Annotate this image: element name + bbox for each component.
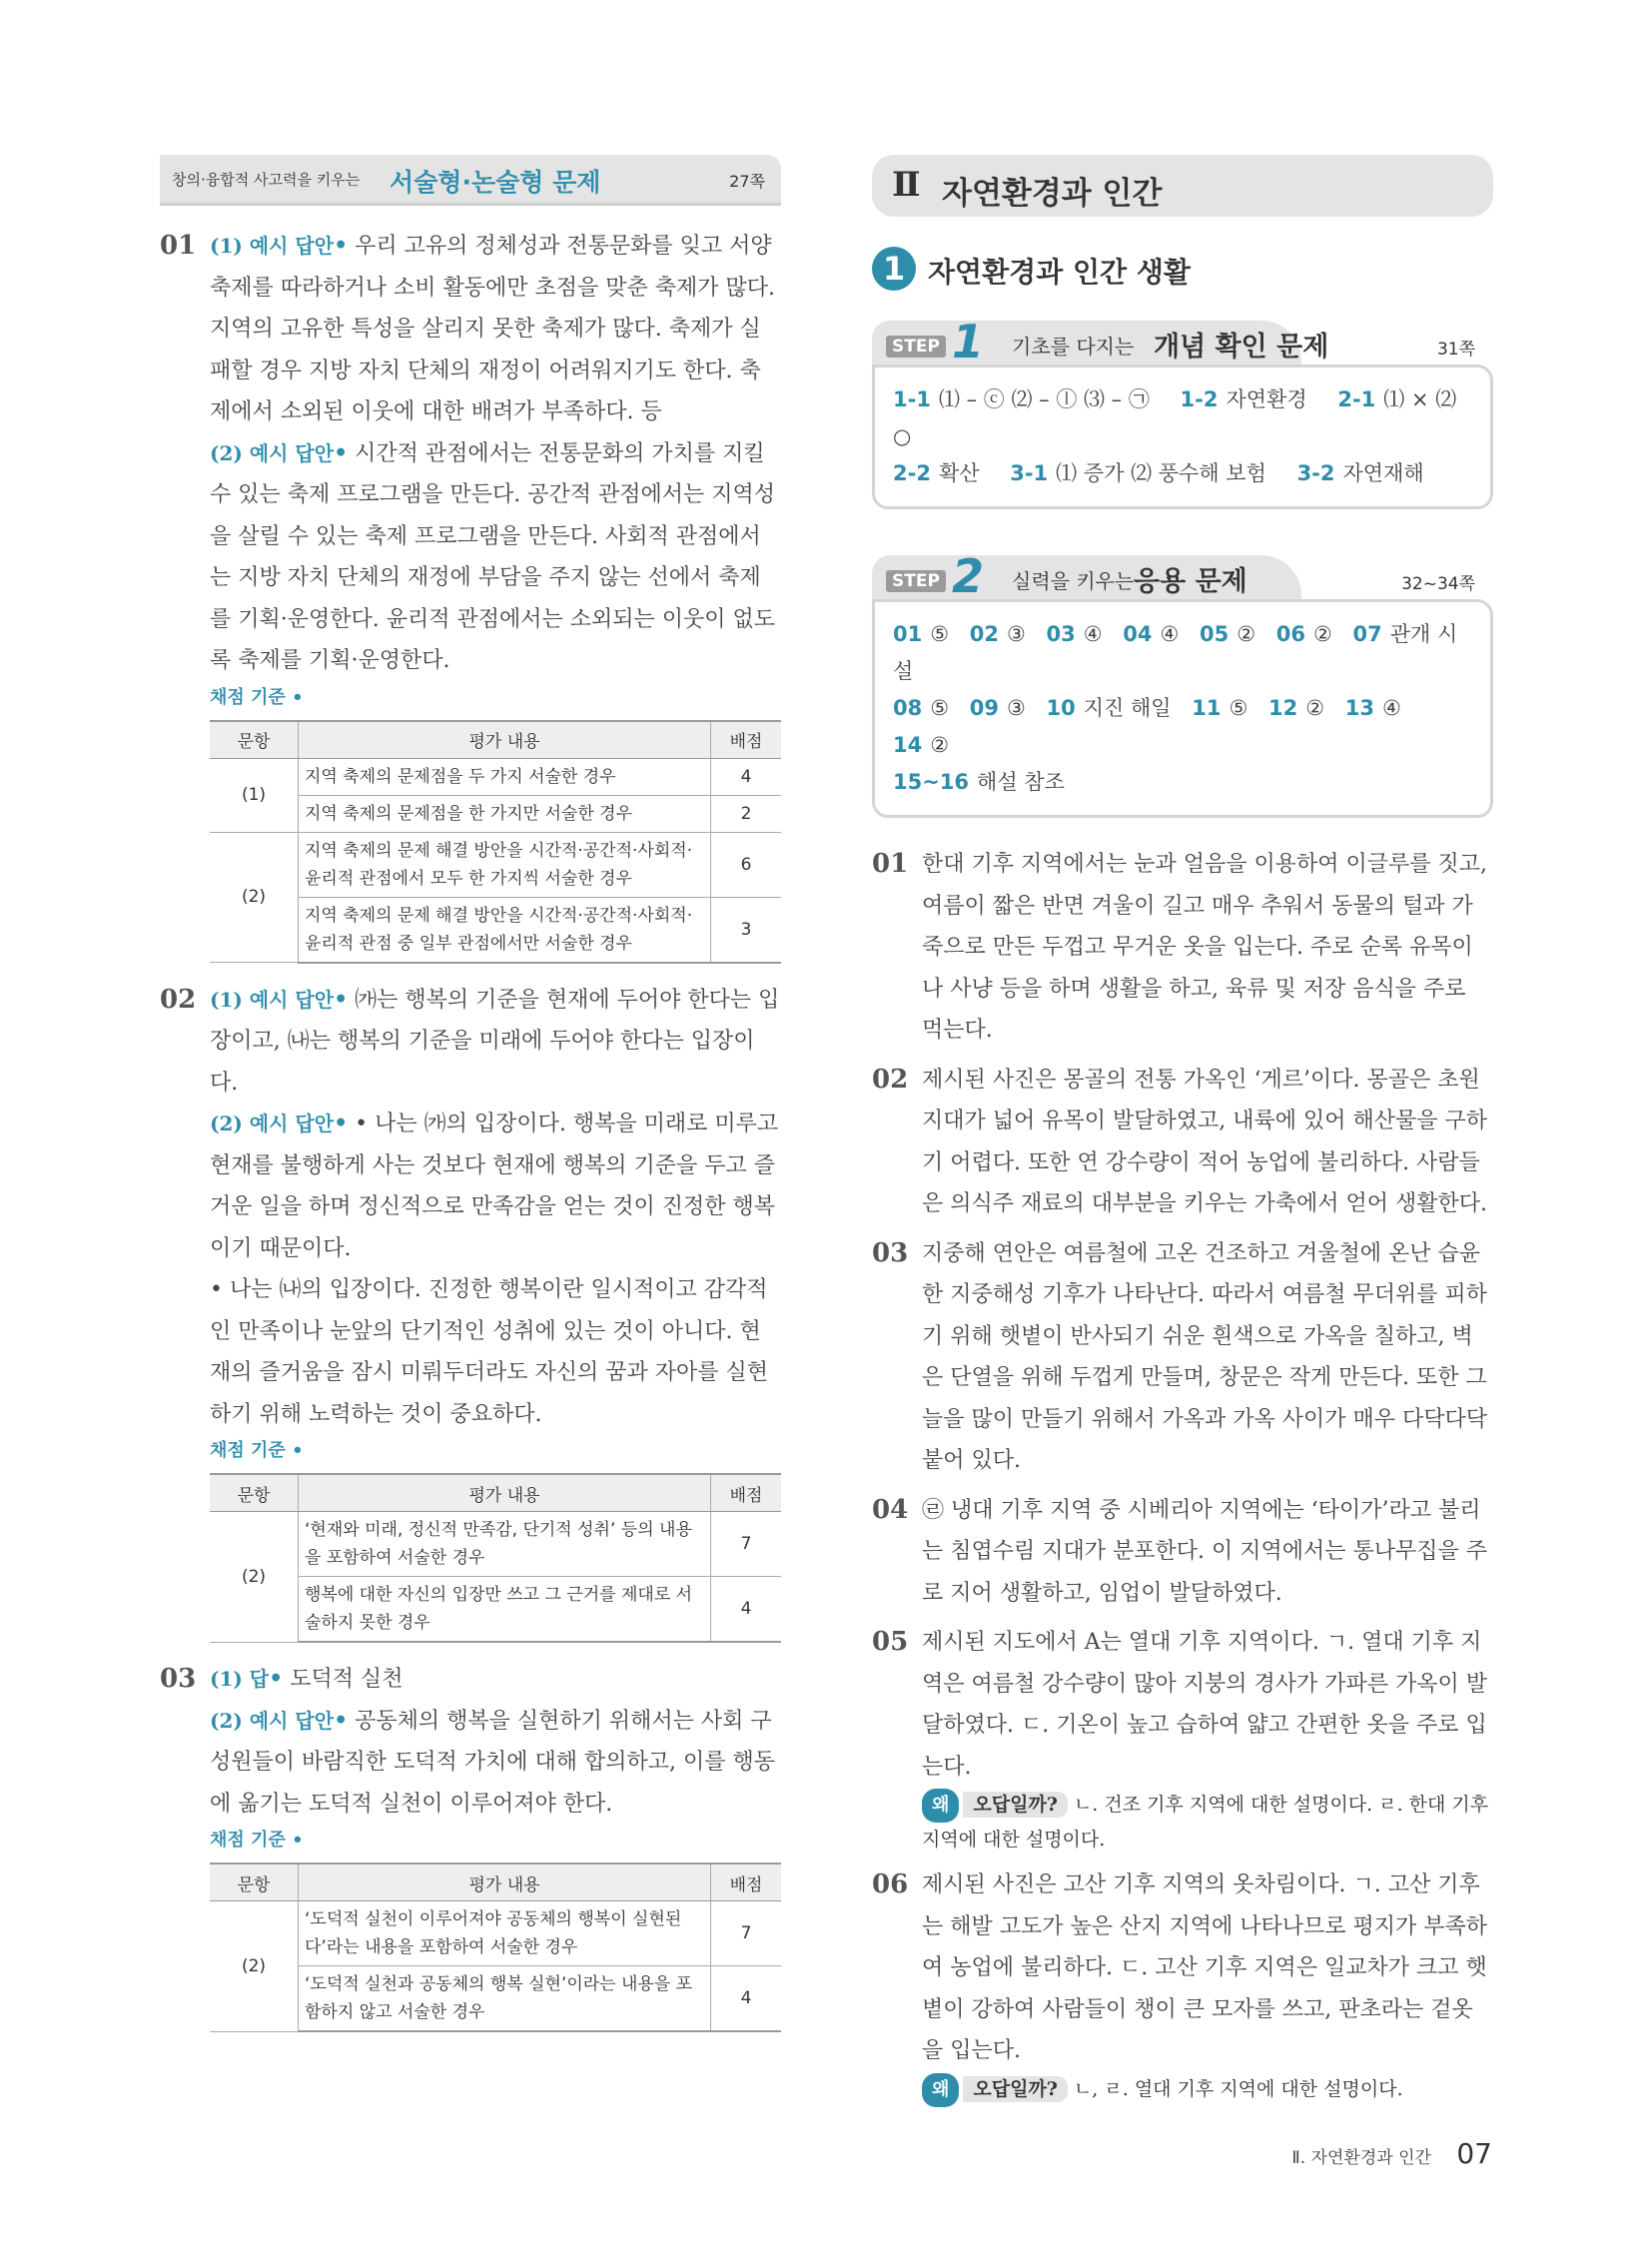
explanation-01 <box>872 844 1493 1052</box>
answer-text: ㈎는 행복의 기준을 현재에 두어야 한다는 입장이고, ㈏는 행복의 기준을 미래에 두어야 한다는 입장이다. <box>210 987 780 1096</box>
explanation-text: 제시된 지도에서 A는 열대 기후 지역이다. ㄱ. 열대 기후 지역은 여름철 강수량이 많아 지붕의 경사가 가파른 가옥이 발달하였다. ㄷ. 기온이 높고 습하여 얇고 간편한 옷을 주로 입는다. <box>922 1630 1487 1780</box>
why-label: 오답일까? <box>963 2076 1068 2102</box>
table-content: 지역 축제의 문제 해결 방안을 시간적·공간적·사회적·윤리적 관점에서 모두 한 가지씩 서술한 경우 <box>299 832 711 897</box>
table-score: 3 <box>711 897 782 963</box>
table-content: ‘도덕적 실천이 이루어져야 공동체의 행복이 실현된다’라는 내용을 포함하여 서술한 경우 <box>299 1901 711 1966</box>
section-title: 자연환경과 인간 생활 <box>928 256 1191 289</box>
answer-part-3 <box>210 1269 781 1435</box>
question-01 <box>160 226 781 714</box>
why-badge: 왜 <box>922 1789 959 1823</box>
why-label: 오답일까? <box>963 1792 1068 1818</box>
explanation-05 <box>872 1622 1493 1857</box>
why-text: ㄴ. 건조 기후 지역에 대한 설명이다. ㄹ. 한대 기후 지역에 대한 설명이다. <box>922 1794 1489 1851</box>
answer-tag: (1) 답 <box>210 1667 270 1691</box>
explanation-text: 한대 기후 지역에서는 눈과 얼음을 이용하여 이글루를 짓고, 여름이 짧은 반면 겨울이 길고 매우 추워서 동물의 털과 가죽으로 만든 두껍고 무거운 옷을 입는다. 주로 순록 유목이나 사냥 등을 하며 생활을 하고, 육류 및 저장 음식을 주로 먹는다. <box>922 852 1487 1043</box>
scoring-criteria-label: 채점 기준 • <box>210 1440 304 1461</box>
step-page: 32~34쪽 <box>1401 574 1475 594</box>
scoring-table-02 <box>210 1473 781 1643</box>
explanation-number: 02 <box>872 1064 909 1095</box>
table-score: 7 <box>711 1901 782 1966</box>
table-row <box>210 1901 781 1966</box>
section-number-badge: 1 <box>872 247 916 291</box>
table-header: 문항 <box>210 1474 299 1512</box>
answer-tag: (2) 예시 답안 <box>210 1708 335 1733</box>
explanation-03 <box>872 1233 1493 1482</box>
footer-chapter: Ⅱ. 자연환경과 인간 <box>1291 2148 1431 2168</box>
answer-text: 시간적 관점에서는 전통문화의 가치를 지킬 수 있는 축제 프로그램을 만든다. 공간적 관점에서는 지역성을 살릴 수 있는 축제 프로그램을 만든다. 사회적 관점에서는 지방 자치 단체의 재정에 부담을 주지 않는 선에서 축제를 기획·운영한다. 윤리적 관점에서는 소외되는 이웃이 없도록 축제를 기획·운영한다. <box>210 440 775 673</box>
table-item: (2) <box>210 832 299 963</box>
answer-text: 도덕적 실천 <box>290 1667 404 1692</box>
page-footer <box>1291 2137 1492 2170</box>
table-content: 지역 축제의 문제점을 두 가지 서술한 경우 <box>299 758 711 795</box>
wrong-answer-note <box>922 1788 1493 1857</box>
explanation-number: 06 <box>872 1869 909 1899</box>
step2-block <box>872 549 1493 818</box>
step-number: 1 <box>952 315 985 369</box>
answer-tag: (1) 예시 답안 <box>210 987 335 1012</box>
table-header: 문항 <box>210 1864 299 1901</box>
table-item: (1) <box>210 758 299 832</box>
answer-tag: (2) 예시 답안 <box>210 440 335 465</box>
table-item: (2) <box>210 1512 299 1643</box>
table-content: 행복에 대한 자신의 입장만 쓰고 그 근거를 제대로 서술하지 못한 경우 <box>299 1577 711 1643</box>
table-score: 2 <box>711 795 782 832</box>
scoring-table-03 <box>210 1863 781 2032</box>
question-number: 03 <box>160 1664 197 1694</box>
question-number: 02 <box>160 984 197 1015</box>
step1-answers <box>872 365 1493 509</box>
step-label: STEP <box>886 336 946 358</box>
step2-answers <box>872 599 1493 818</box>
table-content: ‘현재와 미래, 정신적 만족감, 단기적 성취’ 등의 내용을 포함하여 서술한 경우 <box>299 1512 711 1577</box>
answer-part-2: (2) 예시 답안• • 나는 ㈎의 입장이다. 행복을 미래로 미루고 현재를 불행하게 사는 것보다 현재에 행복의 기준을 두고 즐거운 일을 하며 정신적으로 만족감을 얻는 것이 진정한 행복이기 때문이다. <box>210 1111 779 1261</box>
answer-tag: (2) 예시 답안 <box>210 1112 335 1135</box>
explanation-06 <box>872 1865 1493 2107</box>
step-page: 31쪽 <box>1436 340 1475 360</box>
answer-line: 01 ⑤ 02 ③ 03 ④ 04 ④ 05 ② 06 ② 07 관개 시설 <box>893 622 1458 683</box>
explanation-text: 제시된 사진은 몽골의 전통 가옥인 ‘게르’이다. 몽골은 초원 지대가 넓어 유목이 발달하였고, 내륙에 있어 해산물을 구하기 어렵다. 또한 연 강수량이 적어 농업에 불리하다. 사람들은 의식주 재료의 대부분을 키우는 가축에서 얻어 생활한다. <box>922 1067 1487 1216</box>
scoring-criteria-label: 채점 기준 • <box>210 686 304 708</box>
answer-part-1: (1) 예시 답안• ㈎는 행복의 기준을 현재에 두어야 한다는 입장이고, ㈏는 행복의 기준을 미래에 두어야 한다는 입장이다. <box>210 986 780 1096</box>
scoring-table-01 <box>210 720 781 964</box>
table-score: 7 <box>711 1512 782 1577</box>
answer-tag: (1) 예시 답안 <box>210 234 335 258</box>
chapter-title: 자연환경과 인간 <box>942 176 1163 212</box>
answer-part-1: (1) 답• 도덕적 실천 <box>210 1666 404 1692</box>
table-content: ‘도덕적 실천과 공동체의 행복 실현’이라는 내용을 포함하지 않고 서술한 경우 <box>299 1966 711 2032</box>
explanation-text: 제시된 사진은 고산 기후 지역의 옷차림이다. ㄱ. 고산 기후는 해발 고도가 높은 산지 지역에 나타나므로 평지가 부족하여 농업에 불리하다. ㄷ. 고산 기후 지역은 일교차가 크고 햇볕이 강하여 사람들이 챙이 큰 모자를 쓰고, 판초라는 겉옷을 입는다. <box>922 1872 1487 2063</box>
table-row <box>210 832 781 897</box>
left-column <box>160 155 781 2032</box>
answer-part-2: (2) 예시 답안• 공동체의 행복을 실현하기 위해서는 사회 구성원들이 바람직한 도덕적 가치에 대해 합의하고, 이를 행동에 옮기는 도덕적 실천이 이루어져야 한다. <box>210 1707 775 1817</box>
answer-line: 15~16 해설 참조 <box>893 770 1065 794</box>
table-content: 지역 축제의 문제 해결 방안을 시간적·공간적·사회적·윤리적 관점 중 일부 관점에서만 서술한 경우 <box>299 897 711 963</box>
table-row <box>210 758 781 795</box>
step1-block <box>872 315 1493 509</box>
answer-text: • 나는 ㈎의 입장이다. 행복을 미래로 미루고 현재를 불행하게 사는 것보다 현재에 행복의 기준을 두고 즐거운 일을 하며 정신적으로 만족감을 얻는 것이 진정한 행복이기 때문이다. <box>210 1112 779 1261</box>
question-number: 01 <box>160 231 197 261</box>
step-number: 2 <box>952 549 985 603</box>
question-02 <box>160 980 781 1468</box>
table-header: 배점 <box>711 721 782 759</box>
answer-part-1: (1) 예시 답안• 우리 고유의 정체성과 전통문화를 잊고 서양 축제를 따라하거나 소비 활동에만 초점을 맞춘 축제가 많다. 지역의 고유한 특성을 살리지 못한 축제가 많다. 축제가 실패할 경우 지방 자치 단체의 재정이 어려워지기도 한다. 축제에서 소외된 이웃에 대한 배려가 부족하다. 등 <box>210 233 775 424</box>
why-badge: 왜 <box>922 2073 959 2107</box>
table-header: 평가 내용 <box>299 1474 711 1512</box>
right-column <box>872 155 1493 2107</box>
why-text: ㄴ, ㄹ. 열대 기후 지역에 대한 설명이다. <box>1073 2077 1403 2100</box>
left-header-subtitle: 창의·융합적 사고력을 키우는 <box>172 171 361 189</box>
left-header-title: 서술형·논술형 문제 <box>390 168 601 197</box>
explanation-text: 지중해 연안은 여름철에 고온 건조하고 겨울철에 온난 습윤한 지중해성 기후가 나타난다. 따라서 여름철 무더위를 피하기 위해 햇볕이 반사되기 쉬운 흰색으로 가옥을 칠하고, 벽은 단열을 위해 두껍게 만들며, 창문은 작게 만든다. 또한 그늘을 많이 만들기 위해서 가옥과 가옥 사이가 매우 다닥다닥 붙어 있다. <box>922 1240 1487 1473</box>
table-row <box>210 1512 781 1577</box>
chapter-number: Ⅱ <box>892 165 921 205</box>
step2-tab <box>872 549 1493 603</box>
answer-text: 우리 고유의 정체성과 전통문화를 잊고 서양 축제를 따라하거나 소비 활동에만 초점을 맞춘 축제가 많다. 지역의 고유한 특성을 살리지 못한 축제가 많다. 축제가 실패할 경우 지방 자치 단체의 재정이 어려워지기도 한다. 축제에서 소외된 이웃에 대한 배려가 부족하다. 등 <box>210 234 775 424</box>
table-header: 평가 내용 <box>299 1864 711 1901</box>
table-header: 배점 <box>711 1474 782 1512</box>
section-header <box>872 241 1493 301</box>
left-header-bar <box>160 155 781 206</box>
answer-text: 공동체의 행복을 실현하기 위해서는 사회 구성원들이 바람직한 도덕적 가치에 대해 합의하고, 이를 행동에 옮기는 도덕적 실천이 이루어져야 한다. <box>210 1708 775 1817</box>
answer-part-2: (2) 예시 답안• 시간적 관점에서는 전통문화의 가치를 지킬 수 있는 축제 프로그램을 만든다. 공간적 관점에서는 지역성을 살릴 수 있는 축제 프로그램을 만든다. 사회적 관점에서는 지방 자치 단체의 재정에 부담을 주지 않는 선에서 축제를 기획·운영한다. 윤리적 관점에서는 소외되는 이웃이 없도록 축제를 기획·운영한다. <box>210 439 775 673</box>
page-number: 07 <box>1456 2137 1492 2170</box>
table-score: 4 <box>711 1577 782 1643</box>
scoring-criteria-label: 채점 기준 • <box>210 1830 304 1851</box>
explanation-number: 04 <box>872 1494 909 1525</box>
left-header-page: 27쪽 <box>729 172 765 191</box>
explanation-number: 05 <box>872 1627 909 1657</box>
table-header: 배점 <box>711 1864 782 1901</box>
explanation-text: ㉣ 냉대 기후 지역 중 시베리아 지역에는 ‘타이가’라고 불리는 침엽수림 지대가 분포한다. 이 지역에서는 통나무집을 주로 지어 생활하고, 임업이 발달하였다. <box>922 1497 1487 1606</box>
chapter-header <box>872 155 1493 217</box>
step-title: 개념 확인 문제 <box>1154 332 1329 363</box>
table-item: (2) <box>210 1901 299 2032</box>
wrong-answer-note <box>922 2072 1493 2107</box>
explanation-02 <box>872 1060 1493 1225</box>
table-content: 지역 축제의 문제점을 한 가지만 서술한 경우 <box>299 795 711 832</box>
answer-line: 1-1 ⑴ – ⓒ ⑵ – ⓛ ⑶ – ㉠ 1-2 자연환경 2-1 ⑴ × ⑵ ○ <box>893 387 1457 448</box>
explanation-04 <box>872 1490 1493 1615</box>
step-subtitle: 실력을 키우는 <box>1012 569 1135 593</box>
table-score: 4 <box>711 758 782 795</box>
step-subtitle: 기초를 다지는 <box>1012 335 1135 359</box>
question-03 <box>160 1659 781 1857</box>
explanation-number: 03 <box>872 1237 909 1268</box>
step-title: 응용 문제 <box>1134 566 1247 597</box>
table-score: 6 <box>711 832 782 897</box>
table-header: 평가 내용 <box>299 721 711 759</box>
table-score: 4 <box>711 1966 782 2032</box>
answer-line: 08 ⑤ 09 ③ 10 지진 해일 11 ⑤ 12 ② 13 ④ 14 ② <box>893 696 1401 757</box>
table-header: 문항 <box>210 721 299 759</box>
step1-tab <box>872 315 1493 369</box>
step-label: STEP <box>886 570 946 592</box>
explanation-number: 01 <box>872 849 909 879</box>
answer-text: • 나는 ㈏의 입장이다. 진정한 행복이란 일시적이고 감각적인 만족이나 눈앞의 단기적인 성취에 있는 것이 아니다. 현재의 즐거움을 잠시 미뤄두더라도 자신의 꿈과 자아를 실현하기 위해 노력하는 것이 중요하다. <box>210 1277 769 1427</box>
answer-line: 2-2 확산 3-1 ⑴ 증가 ⑵ 풍수해 보험 3-2 자연재해 <box>893 461 1424 485</box>
